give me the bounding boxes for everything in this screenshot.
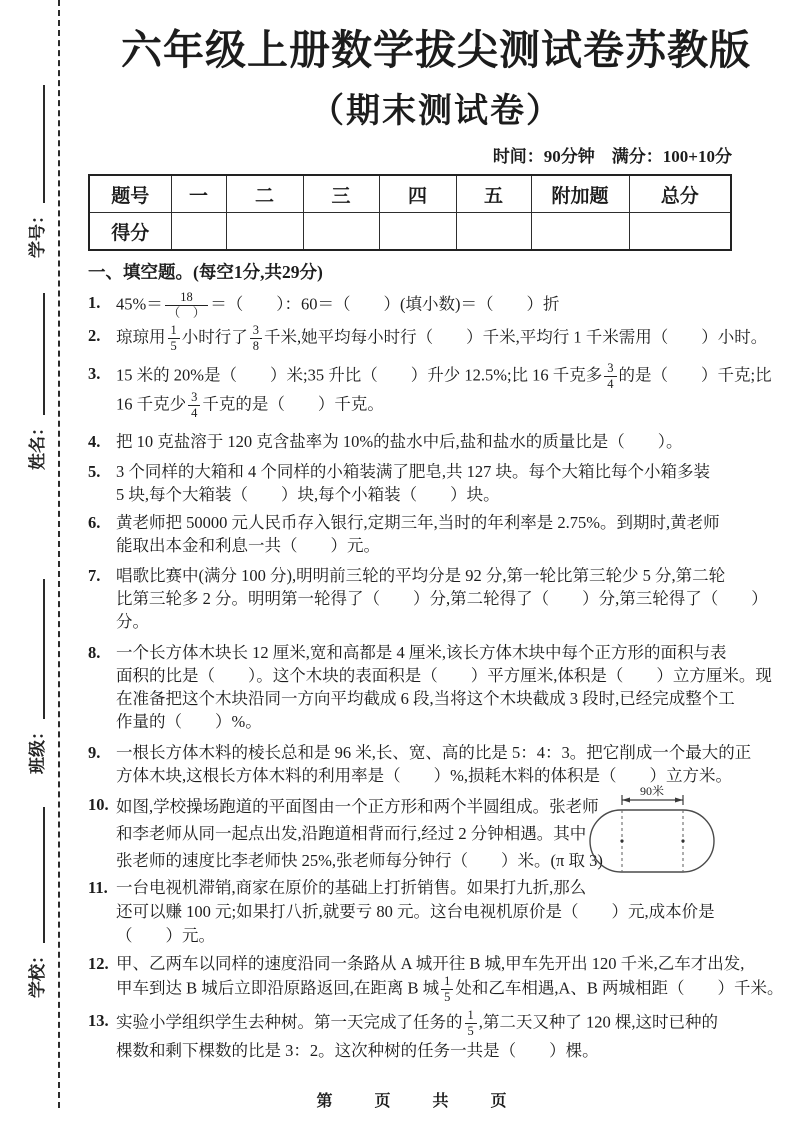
fraction: $\frac{1}{5}$ bbox=[441, 975, 453, 1004]
question-9 bbox=[88, 741, 784, 787]
question-line: 45%＝ $\frac{18}{( )}$ ＝（ ）：60＝（ ）(填小数)＝（ ）折 bbox=[116, 290, 560, 321]
question-number: 7. bbox=[88, 566, 101, 585]
question-12 bbox=[88, 952, 784, 1004]
question-line: 作量的（ ）%。 bbox=[116, 712, 262, 731]
question-line: 和李老师从同一起点出发,沿跑道相背而行,经过 2 分钟相遇。其中 bbox=[116, 824, 587, 843]
dashed-cut-line bbox=[58, 0, 60, 1108]
question-line: 在准备把这个木块沿同一方向平均截成 6 段,当将这个木块截成 3 段时,已经完成整个工 bbox=[116, 689, 735, 708]
question-6 bbox=[88, 511, 784, 557]
fraction: $\frac{1}{5}$ bbox=[465, 1009, 477, 1038]
question-line: 方体木块,这根长方体木料的利用率是（ ）%,损耗木料的体积是（ ）立方米。 bbox=[116, 766, 732, 785]
question-line: 甲、乙两车以同样的速度沿同一条路从 A 城开往 B 城,甲车先开出 120 千米,乙车才出发, bbox=[116, 954, 745, 973]
question-line: （ ）元。 bbox=[116, 926, 215, 945]
score-header-cell: 一 bbox=[171, 175, 226, 213]
score-header-cell: 附加题 bbox=[531, 175, 629, 213]
question-line: 一根长方体木料的棱长总和是 96 米,长、宽、高的比是 5：4：3。把它削成一个最大的正 bbox=[116, 743, 752, 762]
question-line: 一个长方体木块长 12 厘米,宽和高都是 4 厘米,该长方体木块中每个正方形的面积与表 bbox=[116, 643, 727, 662]
question-line: 16 千克少 $\frac{3}{4}$ 千克的是（ ）千克。 bbox=[116, 389, 384, 420]
score-header-cell: 五 bbox=[456, 175, 531, 213]
question-line: 能取出本金和利息一共（ ）元。 bbox=[116, 536, 380, 555]
page-title: 六年级上册数学拔尖测试卷苏教版 bbox=[121, 27, 751, 73]
question-7 bbox=[88, 564, 784, 633]
question-line: 唱歌比赛中(满分 100 分),明明前三轮的平均分是 92 分,第一轮比第三轮少 5 分,第二轮 bbox=[116, 566, 726, 585]
score-cell-empty bbox=[531, 213, 629, 251]
question-number: 10. bbox=[88, 795, 109, 814]
question-number: 1. bbox=[88, 293, 101, 312]
question-number: 2. bbox=[88, 326, 101, 346]
question-line: 一台电视机滞销,商家在原价的基础上打折销售。如果打九折,那么 bbox=[116, 878, 587, 897]
question-2 bbox=[88, 324, 784, 353]
class-blank-line bbox=[43, 579, 45, 719]
sidebar-field-student-id bbox=[24, 74, 48, 258]
question-8 bbox=[88, 641, 784, 733]
score-cell-empty bbox=[379, 213, 456, 251]
question-line: 面积的比是（ ）。这个木块的表面积是（ ）平方厘米,体积是（ ）立方厘米。现 bbox=[116, 666, 772, 685]
class-label: 班级： bbox=[28, 723, 47, 774]
question-number: 11. bbox=[88, 878, 108, 897]
question-line: 黄老师把 50000 元人民币存入银行,定期三年,当时的年利率是 2.75%。到期时,黄老师 bbox=[116, 513, 720, 532]
question-number: 13. bbox=[88, 1011, 109, 1031]
score-header-cell: 总分 bbox=[629, 175, 731, 213]
question-number: 9. bbox=[88, 743, 101, 762]
score-row-label: 得分 bbox=[89, 213, 171, 251]
question-4 bbox=[88, 430, 784, 453]
track-diagram bbox=[586, 784, 718, 878]
name-blank-line bbox=[43, 293, 45, 415]
score-table-score-row bbox=[89, 213, 731, 251]
score-table-header-row bbox=[89, 175, 731, 213]
fraction: $\frac{18}{( )}$ bbox=[165, 291, 209, 320]
question-line: 实验小学组织学生去种树。第一天完成了任务的 $\frac{1}{5}$ ,第二天又种了 120 棵,这时已种的 bbox=[116, 1008, 718, 1039]
score-header-cell: 三 bbox=[303, 175, 379, 213]
page-subtitle: （期末测试卷） bbox=[310, 93, 562, 130]
score-cell-empty bbox=[171, 213, 226, 251]
question-line: 比第三轮多 2 分。明明第一轮得了（ ）分,第二轮得了（ ）分,第三轮得了（ ）分。 bbox=[116, 589, 768, 631]
sidebar-field-school bbox=[24, 790, 48, 998]
question-1 bbox=[88, 291, 784, 320]
score-cell-empty bbox=[629, 213, 731, 251]
question-line: 5 块,每个大箱装（ ）块,每个小箱装（ ）块。 bbox=[116, 485, 500, 504]
question-line: 琼琼用 $\frac{1}{5}$ 小时行了 $\frac{3}{8}$ 千米,她平均每小时行（ ）千米,平均行 1 千米需用（ ）小时。 bbox=[116, 323, 768, 354]
school-blank-line bbox=[43, 807, 45, 943]
question-line: 15 米的 20%是（ ）米;35 升比（ ）升少 12.5%;比 16 千克多 $\frac{3}{4}$ 的是（ ）千克;比 bbox=[116, 360, 772, 391]
sidebar-field-name bbox=[24, 286, 48, 470]
question-line: 张老师的速度比李老师快 25%,张老师每分钟行（ ）米。(π 取 3) bbox=[116, 851, 603, 870]
section-heading: 一、填空题。(每空1分,共29分) bbox=[88, 262, 323, 282]
main-content bbox=[88, 26, 784, 1068]
question-line: 甲车到达 B 城后立即沿原路返回,在距离 B 城 $\frac{1}{5}$ 处和乙车相遇,A、B 两城相距（ ）千米。 bbox=[116, 974, 784, 1005]
question-13 bbox=[88, 1009, 784, 1061]
question-line: 把 10 克盐溶于 120 克含盐率为 10%的盐水中后,盐和盐水的质量比是（ ）。 bbox=[116, 432, 683, 451]
student-id-blank-line bbox=[43, 85, 45, 203]
question-line: 3 个同样的大箱和 4 个同样的小箱装满了肥皂,共 127 块。每个大箱比每个小箱多装 bbox=[116, 462, 710, 481]
dimension-label: 90米 bbox=[639, 784, 665, 798]
question-11 bbox=[88, 876, 784, 948]
score-cell-empty bbox=[226, 213, 303, 251]
student-id-label: 学号： bbox=[28, 207, 47, 258]
score-cell-empty bbox=[456, 213, 531, 251]
page-footer: 第 页 共 页 bbox=[316, 1093, 520, 1110]
fraction: $\frac{3}{8}$ bbox=[250, 324, 262, 353]
score-cell-empty bbox=[303, 213, 379, 251]
question-number: 4. bbox=[88, 432, 101, 451]
question-line: 还可以赚 100 元;如果打八折,就要亏 80 元。这台电视机原价是（ ）元,成本价是 bbox=[116, 902, 715, 921]
school-label: 学校： bbox=[28, 947, 47, 998]
sidebar-field-class bbox=[24, 568, 48, 774]
question-number: 12. bbox=[88, 954, 109, 973]
exam-meta: 时间：90分钟 满分：100+10分 bbox=[492, 147, 732, 166]
semicircle-center-dot bbox=[681, 839, 684, 842]
fraction: $\frac{3}{4}$ bbox=[188, 391, 200, 420]
question-number: 3. bbox=[88, 363, 101, 383]
score-header-cell: 四 bbox=[379, 175, 456, 213]
question-line: 如图,学校操场跑道的平面图由一个正方形和两个半圆组成。张老师 bbox=[116, 797, 599, 816]
score-header-cell: 二 bbox=[226, 175, 303, 213]
score-table bbox=[88, 174, 732, 251]
question-5 bbox=[88, 460, 784, 506]
score-header-cell: 题号 bbox=[89, 175, 171, 213]
questions bbox=[88, 291, 784, 1062]
fraction: $\frac{1}{5}$ bbox=[168, 324, 180, 353]
question-line: 棵数和剩下棵数的比是 3：2。这次种树的任务一共是（ ）棵。 bbox=[116, 1040, 599, 1060]
question-number: 6. bbox=[88, 513, 101, 532]
question-number: 5. bbox=[88, 462, 101, 481]
question-3 bbox=[88, 362, 784, 421]
question-number: 8. bbox=[88, 643, 101, 662]
semicircle-center-dot bbox=[620, 839, 623, 842]
name-label: 姓名： bbox=[28, 419, 47, 470]
fraction: $\frac{3}{4}$ bbox=[604, 362, 616, 391]
